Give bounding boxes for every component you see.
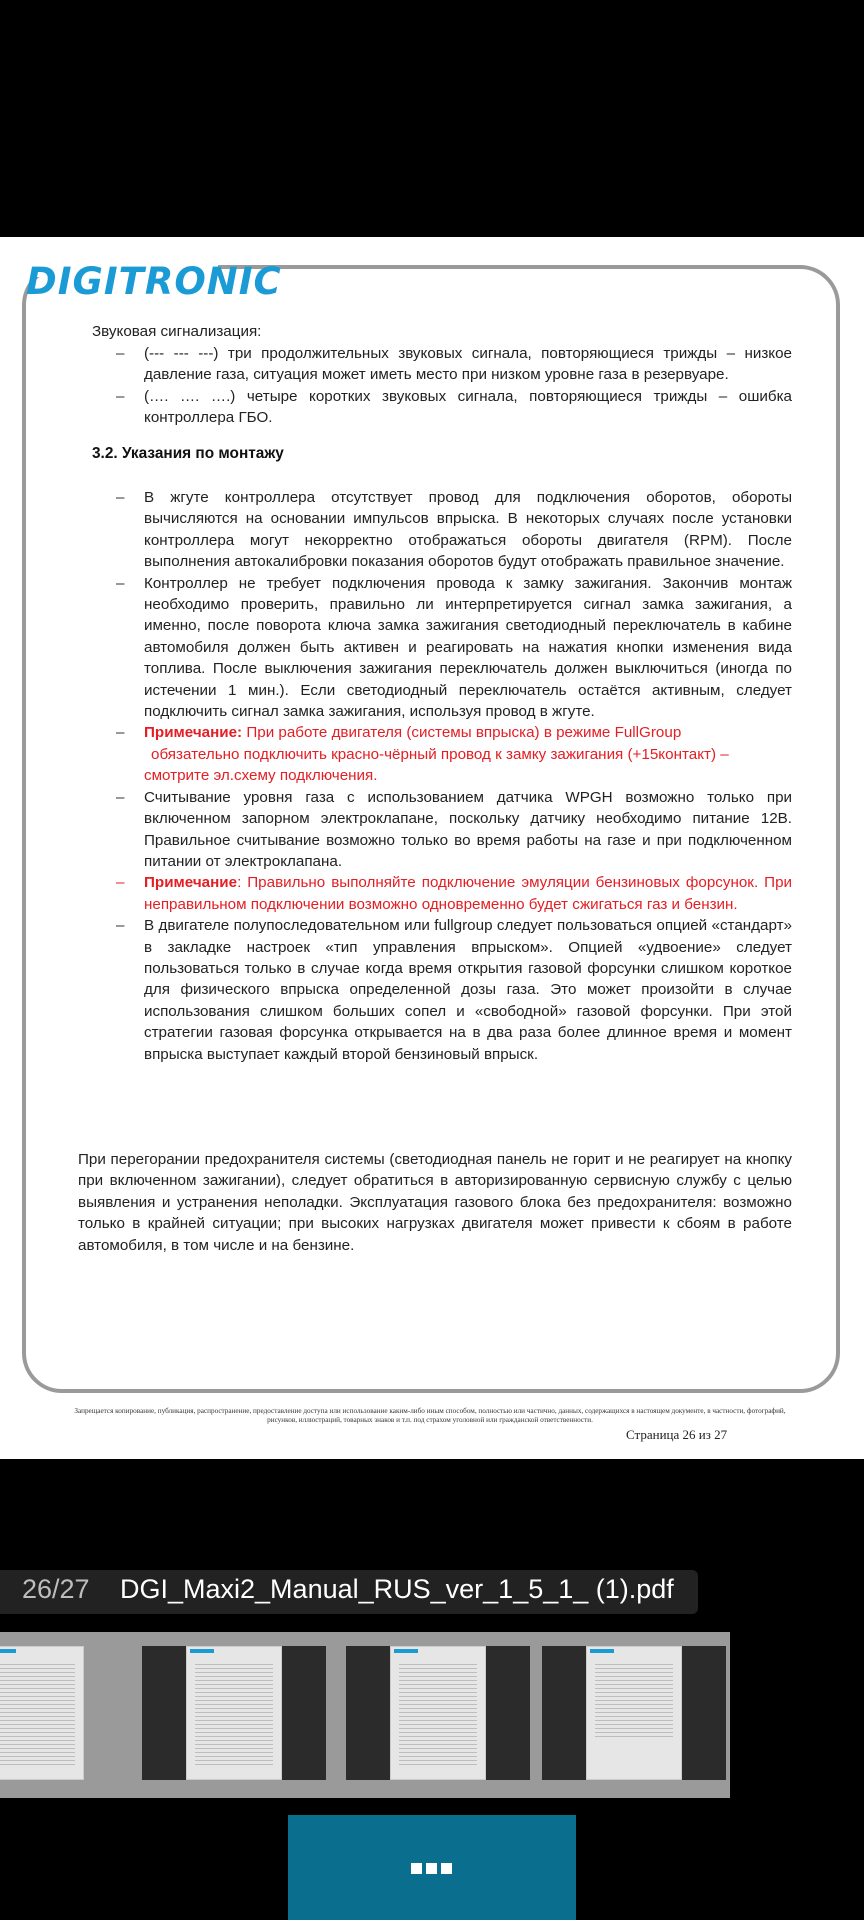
list-item: – Контроллер не требует подключения провода к замку зажигания. Закончив монтаж необходимо проверить, правильно ли интерпретируется сигнал замка зажигания, а именно, после поворота ключа замка зажигания светодиодный переключатель в кабине автомобиля должен быть активен и реагировать на нажатия кнопки изменения вида топлива. После выключения зажигания переключатель должен выключиться (иногда по истечении 1 мин.). Если светодиодный переключатель остаётся активным, следует подключить сигнал замка зажигания, используя провод в жгуте.: [116, 574, 792, 721]
page-number-label: Страница 26 из 27: [626, 1427, 728, 1442]
file-name: DGI_Maxi2_Manual_RUS_ver_1_5_1_ (1).pdf: [120, 1574, 674, 1604]
list-item: – Считывание уровня газа с использованием датчика WPGH возможно только при включенном запорном электроклапане, поскольку датчику необходимо питание 12В. Правильное считывание возможно только во время работы на газе и при подключенном питании от электроклапана.: [116, 788, 792, 870]
note-item: – Примечание: При работе двигателя (системы впрыска) в режиме FullGroup обязательно подключить красно-чёрный провод к замку зажигания (+15контакт) – смотрите эл.схему подключения.: [116, 724, 729, 785]
sound-list: [116, 343, 792, 429]
page-thumbnail[interactable]: [0, 1646, 84, 1780]
final-paragraph: При перегорании предохранителя системы (светодиодная панель не горит и не реагирует на кнопку при включенном зажигании), следует обратиться в авторизированную сервисную службу с целью выявления и устранения неполадки. Эксплуатация газового блока без предохранителя: возможно только в крайней ситуации; при высоких нагрузках двигателя может привести к сбоям в работе автомобиля, в том числе и на бензине.: [78, 1151, 792, 1254]
note-item: – Примечание: Правильно выполняйте подключение эмуляции бензиновых форсунок. При неправильном подключении возможно одновременно будет сжигаться газ и бензин.: [116, 874, 792, 913]
list-item: – В двигателе полупоследовательном или fullgroup следует пользоваться опцией «стандарт» в закладке настроек «тип управления впрыском». Опцией «удвоение» следует пользоваться только в случае когда время открытия газовой форсунки слишком короткое для физического впрыска определенной дозы газа. Это может произойти в случае использования слишком больших сопел и «свободной» газовой форсунки. При этой стратегии газовая форсунка открывается на в два раза более длинное время и момент впрыска выступает каждый второй бензиновый впрыск.: [116, 917, 792, 1063]
digitronic-logo: DIGITRONIC: [26, 260, 282, 303]
page-thumbnail[interactable]: [142, 1646, 326, 1780]
note-label: Примечание:: [144, 724, 243, 742]
note-label: Примечание: [144, 874, 238, 892]
list-item: – (--- --- ---) три продолжительных звуковых сигнала, повторяющиеся трижды – низкое давление газа, ситуация может иметь место при низком уровне газа в резервуаре.: [116, 345, 792, 384]
viewer-title-bar: [0, 1570, 698, 1614]
list-item: – (…. …. ….) четыре коротких звуковых сигнала, повторяющиеся трижды – ошибка контроллера ГБО.: [116, 387, 792, 427]
page-thumbnail[interactable]: [346, 1646, 530, 1780]
page-thumbnail[interactable]: [542, 1646, 726, 1780]
section-heading: 3.2. Указания по монтажу: [92, 445, 284, 462]
page-counter: 26/27: [22, 1574, 90, 1604]
sound-title: Звуковая сигнализация:: [92, 323, 262, 340]
menu-dots-icon: [411, 1863, 422, 1874]
pdf-page: [0, 237, 864, 1459]
thumbnail-strip[interactable]: [0, 1632, 730, 1798]
copyright-note: Запрещается копирование, публикация, распространение, предоставление доступа или использование каким-либо иным способом, полностью или частично, данных, содержащихся в настоящем документе, в частности, фотографий, рисунков, иллюстраций, товарных знаков и т.п. под страхом уголовной или гражданской ответственности.: [74, 1407, 786, 1424]
mounting-list: [116, 487, 792, 1065]
menu-button[interactable]: [288, 1815, 576, 1920]
list-item: – В жгуте контроллера отсутствует провод для подключения оборотов, обороты вычисляются на основании импульсов впрыска. В некоторых случаях после установки контроллера могут некорректно отображаться обороты двигателя (RPM). После выполнения автокалибровки показания оборотов будут отображать правильное значение.: [116, 489, 792, 571]
